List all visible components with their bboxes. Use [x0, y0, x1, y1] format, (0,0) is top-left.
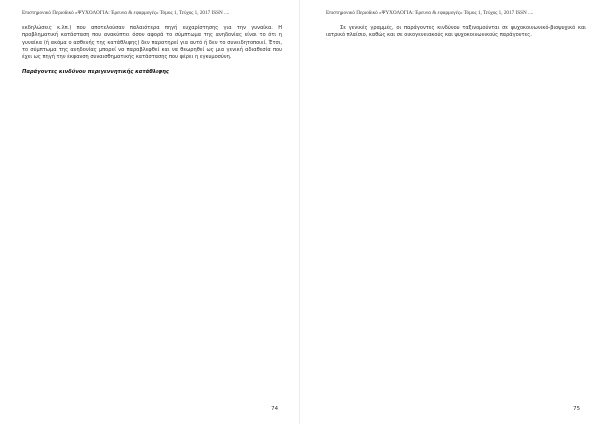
running-header: Επιστημονικό Περιοδικό «ΨΥΧΟΛΟΓΙΑ: Έρευνα & εφαρμογές» Τόμος 1, Τεύχος 1, 2017 ISSN .... — [326, 10, 534, 16]
section-subheading: Παράγοντες κινδύνου περιγεννητικής κατάθλιψης — [22, 69, 169, 76]
running-header: Επιστημονικό Περιοδικό «ΨΥΧΟΛΟΓΙΑ: Έρευνα & εφαρμογές» Τόμος 1, Τεύχος 1, 2017 ISSN .... — [22, 10, 230, 16]
right-page — [300, 0, 600, 424]
page-number: 75 — [573, 406, 580, 412]
paragraph: Σε γενικές γραμμές, οι παράγοντες κινδύνου ταξινομούνται σε ψυχοκοινωνικό-βιοψυχικό και ιατρικό πλαίσιο, καθώς και σε οικογενειακούς και ψυχοκοινωνικούς παράγοντες. — [326, 25, 586, 39]
paragraph: εκδηλώσεις κ.λπ.) που αποτελούσαν παλαιότερα πηγή ευχαρίστησης για την γυναίκα. Η προβληματική κατάσταση που ανακύπτει όσον αφορά το σύμπτωμα της ανηδονίας είναι το ότι η γυναίκα (ή ακόμα ο ασθενής της κατάθλιψης) δεν παρατηρεί για αυτό ή δεν το συνειδητοποιεί. Έτσι, το σύμπτωμα της ανηδονίας μπορεί να παραβλεφθεί και να θεωρηθεί ως μια γενική αδιαθεσία που έχει ως πηγή την έκφανση συναισθηματικής κατάστασης που φέρει η εγκυμοσύνη. — [22, 25, 282, 61]
page-number: 74 — [271, 406, 278, 412]
